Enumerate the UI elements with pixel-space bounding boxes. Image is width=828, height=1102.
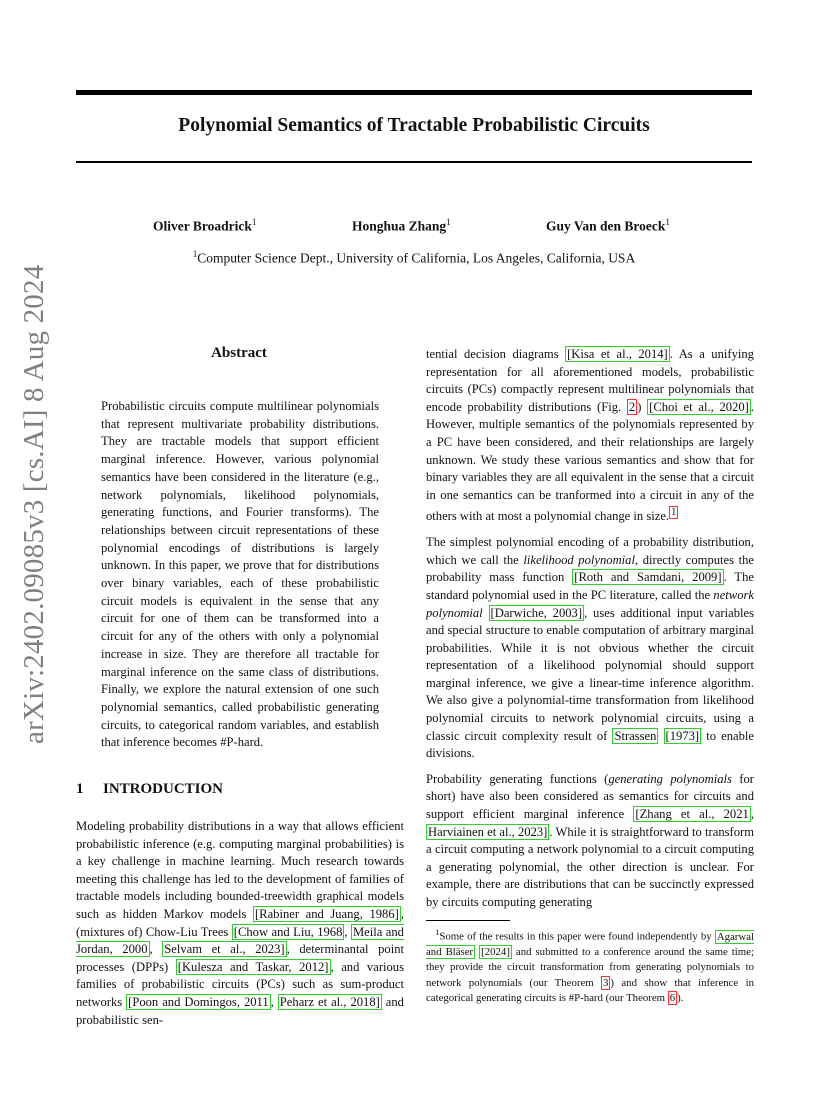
footnote: $^1$Some of the results in this paper were found independently by Agarwal and Bläser [2024] and submitted to a conference around the same time; they provide the circuit transformation from generating polynomials to network polynomials (our Theorem 3 ) and show that inference in categorical generating circuits is #P-hard (our Theorem 6 ).: [426, 928, 754, 1005]
citation-link[interactable]: Peharz et al., 2018]: [279, 994, 380, 1009]
citation-link[interactable]: [Kulesza and Taskar, 2012]: [177, 959, 329, 974]
affiliation: $^1$Computer Science Dept., University of California, Los Angeles, California, USA: [192, 249, 636, 266]
citation-link[interactable]: [2024]: [481, 946, 510, 958]
author-1: Oliver Broadrick$^1$: [153, 217, 257, 234]
abstract-heading: Abstract: [211, 345, 267, 361]
intro-paragraph-3: Probability generating functions (generating polynomials for short) have also been considered as semantics for circuits and support efficient marginal inference [Zhang et al., 2021 , Harviainen et al., 2023] . While it is straightforward to transform a circuit computing a network polynomial to a circuit computing a generating polynomial, the other direction is unclear. For example, there are distributions that can be succinctly expressed by circuits computing generating: [426, 771, 754, 909]
intro-paragraph-1-continued: tential decision diagrams [Kisa et al., 2014] . As a unifying representation for all aforementioned models, probabilistic circuits (PCs) compactly represent multilinear polynomials that encode probability distributions (Fig. 2 ) [Choi et al., 2020] . However, multiple semantics of the polynomials represented by a PC have been considered, and their relationships are largely unknown. We study these various semantics and show that for binary variables they are all equivalent in the sense that a circuit in one semantics can be tranformed into a circuit in any of the others with at most a polynomial change in size. $^1$: [426, 347, 754, 524]
citation-link[interactable]: [Chow and Liu, 1968: [233, 924, 343, 939]
citation-link[interactable]: [Rabiner and Juang, 1986]: [254, 906, 399, 921]
theorem-ref-link[interactable]: 3: [603, 976, 609, 989]
arxiv-stamp: arXiv:2402.09085v3 [cs.AI] 8 Aug 2024: [18, 264, 50, 744]
footnote-ref-link[interactable]: 1: [671, 507, 677, 519]
citation-link[interactable]: [Darwiche, 2003]: [490, 605, 583, 620]
citation-link[interactable]: Strassen: [614, 728, 657, 743]
right-column: [426, 346, 754, 920]
abstract-text: Probabilistic circuits compute multilinear polynomials that represent multivariate probability distributions. They are tractable models that support efficient marginal inference. However, various polynomial semantics have been considered in the literature (e.g., network polynomials, likelihood polynomials, generating functions, and Fourier transforms). The relationships between circuit representations of these polynomial encodings of distributions is largely unknown. In this paper, we prove that for distributions over binary variables, each of these probabilistic circuit models is equivalent in the sense that any circuit for one of them can be transformed into a circuit for any of the others with only a polynomial increase in size. They are therefore all tractable for marginal inference on the same class of distributions. Finally, we explore the natural extension of one such polynomial semantics, called probabilistic generating circuits, to categorical random variables, and establish that inference becomes #P-hard.: [101, 399, 379, 750]
intro-paragraph-1: Modeling probability distributions in a way that allows efficient probabilistic inference (e.g. computing marginal probabilities) is a key challenge in machine learning. Much research towards meeting this challenge has led to the development of families of tractable models including bounded-treewidth graphical models such as hidden Markov models [Rabiner and Juang, 1986] , (mixtures of) Chow-Liu Trees [Chow and Liu, 1968 , Meila and Jordan, 2000 , Selvam et al., 2023] , determinantal point processes (DPPs) [Kulesza and Taskar, 2012] , and various families of probabilistic circuits (PCs) such as sum-product networks [Poon and Domingos, 2011 , Peharz et al., 2018] and probabilistic sen-: [76, 819, 405, 1027]
citation-link[interactable]: [Poon and Domingos, 2011: [128, 994, 269, 1009]
citation-link[interactable]: [Kisa et al., 2014]: [567, 347, 668, 361]
citation-link[interactable]: Harviainen et al., 2023]: [428, 824, 548, 839]
author-3: Guy Van den Broeck$^1$: [546, 217, 670, 234]
intro-paragraph-2: The simplest polynomial encoding of a probability distribution, which we call the likelihood polynomial, directly computes the probability mass function [Roth and Samdani, 2009] . The standard polynomial used in the PC literature, called the network polynomial [Darwiche, 2003] , uses additional input variables and special structure to enable computation of arbitrary marginal probabilities. While it is not obvious whether the circuit representation of a likelihood polynomial should support marginal inference, we give a linear-time inference algorithm. We also give a polynomial-time transformation from likelihood polynomial circuits to network polynomial circuits, using a classic circuit complexity result of Strassen [1973] to enable divisions.: [426, 535, 755, 761]
footnote-rule: [426, 920, 510, 921]
citation-link[interactable]: Agarwal and Bläser: [426, 930, 754, 958]
citation-link[interactable]: [Zhang et al., 2021: [635, 807, 749, 822]
citation-link[interactable]: Selvam et al., 2023]: [164, 942, 285, 957]
top-rule: [76, 90, 752, 95]
citation-link[interactable]: [1973]: [665, 728, 700, 743]
theorem-ref-link[interactable]: 6: [669, 992, 676, 1005]
section-heading: 1 INTRODUCTION: [76, 781, 224, 797]
figure-ref-link[interactable]: 2: [628, 399, 636, 414]
citation-link[interactable]: Meila and Jordan, 2000: [76, 924, 404, 957]
citation-link[interactable]: [Roth and Samdani, 2009]: [574, 570, 722, 585]
title-bottom-rule: [76, 161, 752, 163]
author-2: Honghua Zhang$^1$: [352, 217, 451, 234]
paper-title: Polynomial Semantics of Tractable Probabilistic Circuits: [178, 115, 650, 136]
citation-link[interactable]: [Choi et al., 2020]: [649, 399, 749, 414]
